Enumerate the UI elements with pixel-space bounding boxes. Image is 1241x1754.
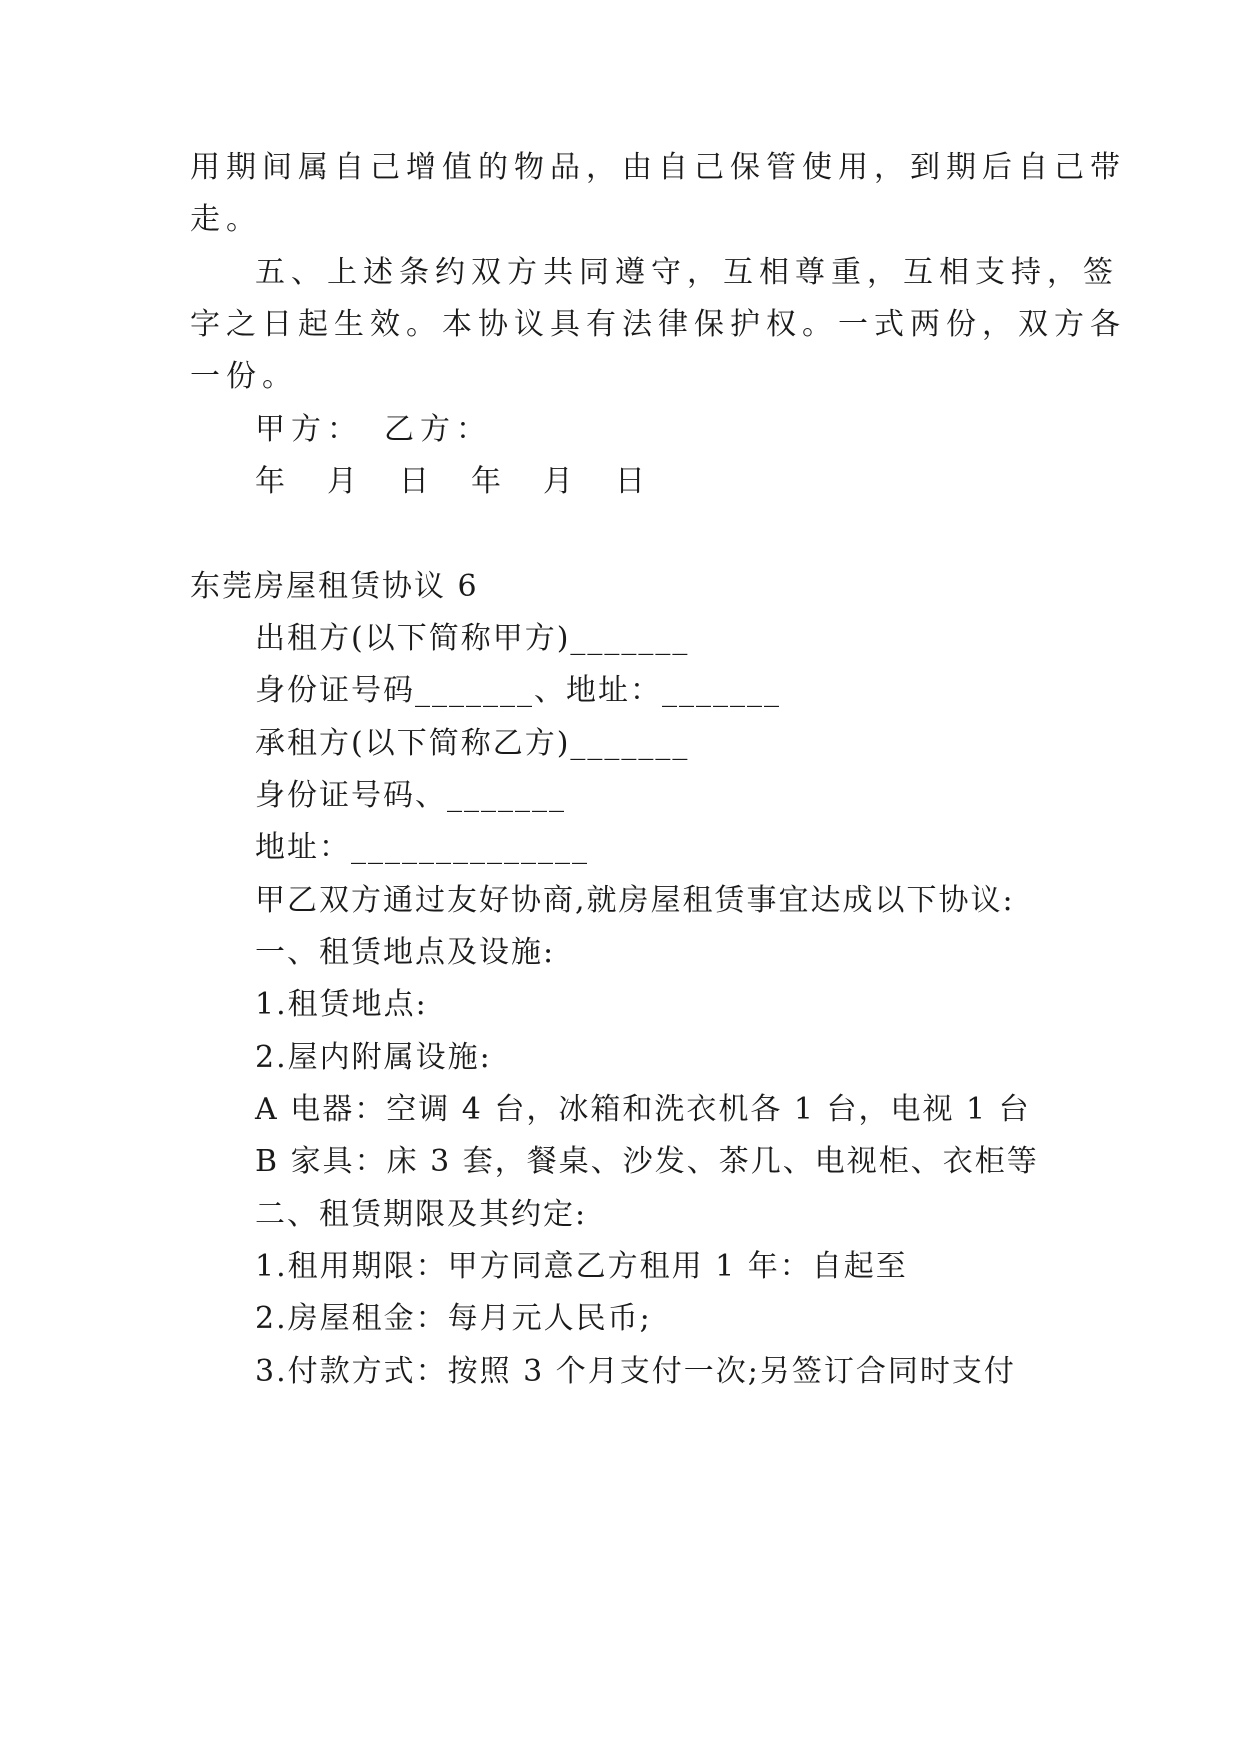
- lessee-id-line: 身份证号码、_______: [255, 778, 566, 813]
- lessee-address-line: 地址：______________: [255, 830, 589, 865]
- date-line: 年 月 日 年 月 日: [255, 464, 651, 499]
- agreement-title: 东莞房屋租赁协议 6: [190, 569, 479, 604]
- list-item: A 电器：空调 4 台，冰箱和洗衣机各 1 台，电视 1 台: [255, 1092, 1031, 1127]
- list-item: 2.房屋租金：每月元人民币;: [255, 1301, 652, 1336]
- list-item: 2.屋内附属设施:: [255, 1040, 492, 1075]
- signature-line: 甲方： 乙方：: [255, 412, 492, 447]
- clause-five-line: 字之日起生效。本协议具有法律保护权。一式两份，双方各: [190, 307, 1126, 342]
- intro-line: 甲乙双方通过友好协商,就房屋租赁事宜达成以下协议:: [255, 883, 1015, 918]
- clause-five-line: 五、上述条约双方共同遵守，互相尊重，互相支持，签: [255, 255, 1119, 290]
- clause-five-line: 一份。: [190, 359, 298, 394]
- lessor-line: 出租方(以下简称甲方)_______: [255, 621, 690, 656]
- paragraph-line: 用期间属自己增值的物品，由自己保管使用，到期后自己带: [190, 150, 1126, 185]
- lessor-id-address-line: 身份证号码_______、地址：_______: [255, 673, 781, 708]
- list-item: 3.付款方式：按照 3 个月支付一次;另签订合同时支付: [255, 1354, 1016, 1389]
- section-heading: 一、租赁地点及设施:: [255, 935, 556, 970]
- list-item: 1.租用期限：甲方同意乙方租用 1 年：自起至: [255, 1249, 908, 1284]
- list-item: B 家具：床 3 套，餐桌、沙发、茶几、电视柜、衣柜等: [255, 1144, 1039, 1179]
- lessee-line: 承租方(以下简称乙方)_______: [255, 726, 690, 761]
- list-item: 1.租赁地点:: [255, 987, 428, 1022]
- section-heading: 二、租赁期限及其约定:: [255, 1197, 588, 1232]
- paragraph-line: 走。: [190, 202, 262, 237]
